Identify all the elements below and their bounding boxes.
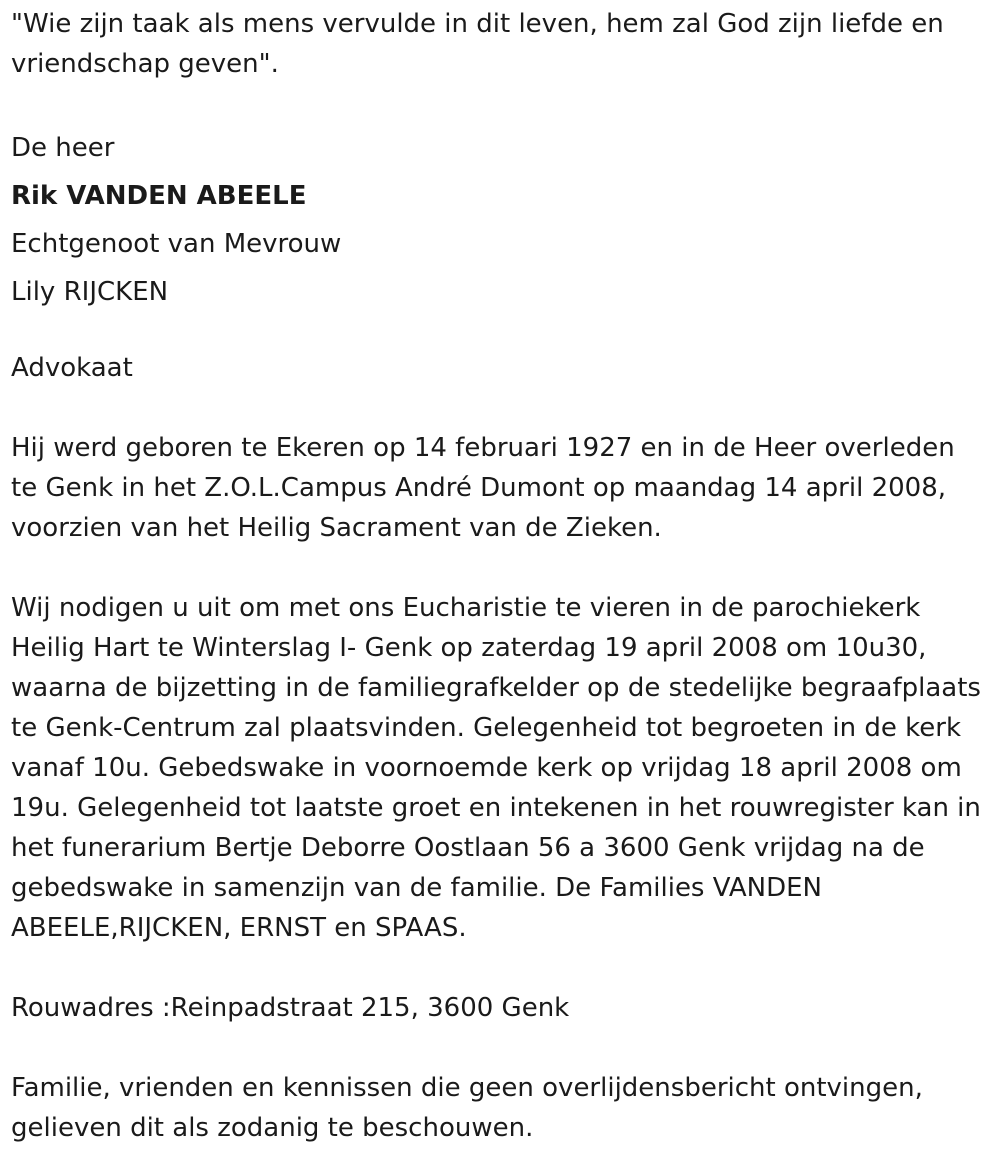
closing-paragraph: Familie, vrienden en kennissen die geen overlijdensbericht ontvingen, gelieven dit als zodanig te beschouwen. [11,1073,923,1143]
spacer [11,84,986,124]
obituary-notice [11,4,986,1148]
spacer [11,388,986,428]
profession: Advokaat [11,353,133,383]
spouse-name: Lily RIJCKEN [11,277,169,307]
spacer [11,1028,986,1068]
spacer [11,948,986,988]
spouse-label: Echtgenoot van Mevrouw [11,229,342,259]
salutation: De heer [11,133,115,163]
ceremony-paragraph: Wij nodigen u uit om met ons Eucharistie te vieren in de parochiekerk Heilig Hart te Winterslag I- Genk op zaterdag 19 april 2008 om 10u30, waarna de bijzetting in de familiegrafkelder op de stedelijke begraafplaats te Genk-Centrum zal plaatsvinden. Gelegenheid tot begroeten in de kerk vanaf 10u. Gebedswake in voornoemde kerk op vrijdag 18 april 2008 om 19u. Gelegenheid tot laatste groet en intekenen in het rouwregister kan in het funerarium Bertje Deborre Oostlaan 56 a 3600 Genk vrijdag na de gebedswake in samenzijn van de familie. De Families VANDEN ABEELE,RIJCKEN, ERNST en SPAAS. [11,593,981,943]
opening-quote: "Wie zijn taak als mens vervulde in dit leven, hem zal God zijn liefde en vriendschap geven". [11,9,944,79]
spacer [11,548,986,588]
mourning-address: Rouwadres :Reinpadstraat 215, 3600 Genk [11,993,570,1023]
spacer [11,316,986,348]
deceased-name: Rik VANDEN ABEELE [11,181,307,211]
birth-death-paragraph: Hij werd geboren te Ekeren op 14 februari 1927 en in de Heer overleden te Genk in het Z.O.L.Campus André Dumont op maandag 14 april 2008, voorzien van het Heilig Sacrament van de Zieken. [11,433,955,543]
